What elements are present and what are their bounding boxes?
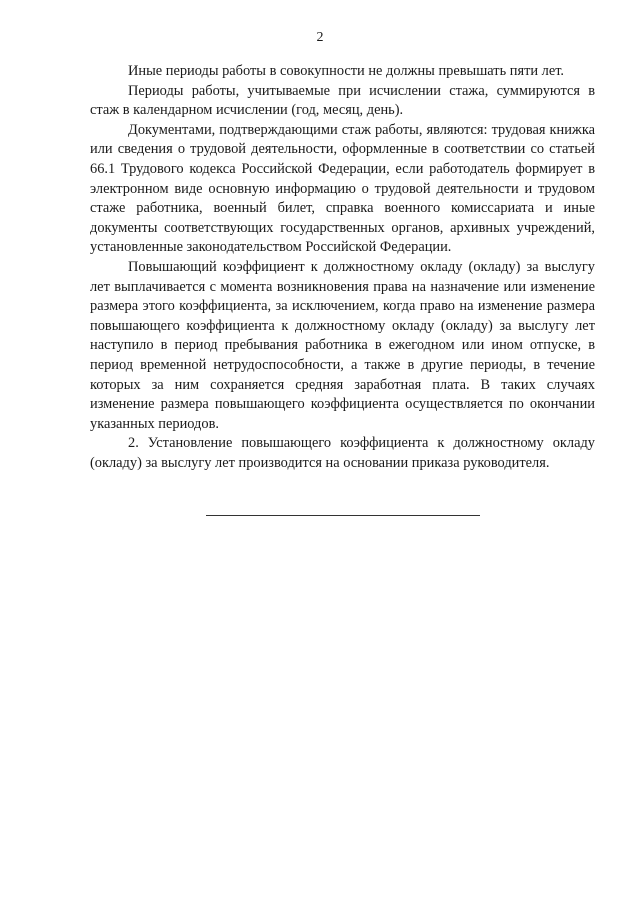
paragraph-work-periods: Периоды работы, учитываемые при исчислении стажа, суммируются в стаж в календарном исчислении (год, месяц, день).: [90, 82, 595, 119]
paragraph-coefficient-establishment: 2. Установление повышающего коэффициента к должностному окладу (окладу) за выслугу лет производится на основании приказа руководителя.: [90, 435, 595, 471]
paragraph-other-periods: Иные периоды работы в совокупности не должны превышать пяти лет.: [128, 63, 565, 79]
page-number: 2: [316, 30, 324, 45]
paragraph-documents: Документами, подтверждающими стаж работы, являются: трудовая книжка или сведения о трудовой деятельности, оформленные в соответствии со статьей 66.1 Трудового кодекса Российской Федерации, если работодатель формирует в электронном виде основную информацию о трудовой деятельности и трудовом стаже работника, военный билет, справка военного комиссариата и иные документы соответствующих государственных органов, архивных учреждений, установленные законодательством Российской Федерации.: [90, 121, 595, 256]
document-body: [90, 62, 595, 473]
end-separator-line: [206, 515, 480, 516]
paragraph-coefficient-payment: Повышающий коэффициент к должностному окладу (окладу) за выслугу лет выплачивается с момента возникновения права на назначение или изменение размера этого коэффициента, за исключением, когда право на изменение размера повышающего коэффициента к должностному окладу (окладу) за выслугу лет наступило в период пребывания работника в ежегодном или ином отпуске, в период временной нетрудоспособности, а также в другие периоды, в течение которых за ним сохраняется средняя заработная плата. В таких случаях изменение размера повышающего коэффициента осуществляется по окончании указанных периодов.: [90, 258, 595, 432]
